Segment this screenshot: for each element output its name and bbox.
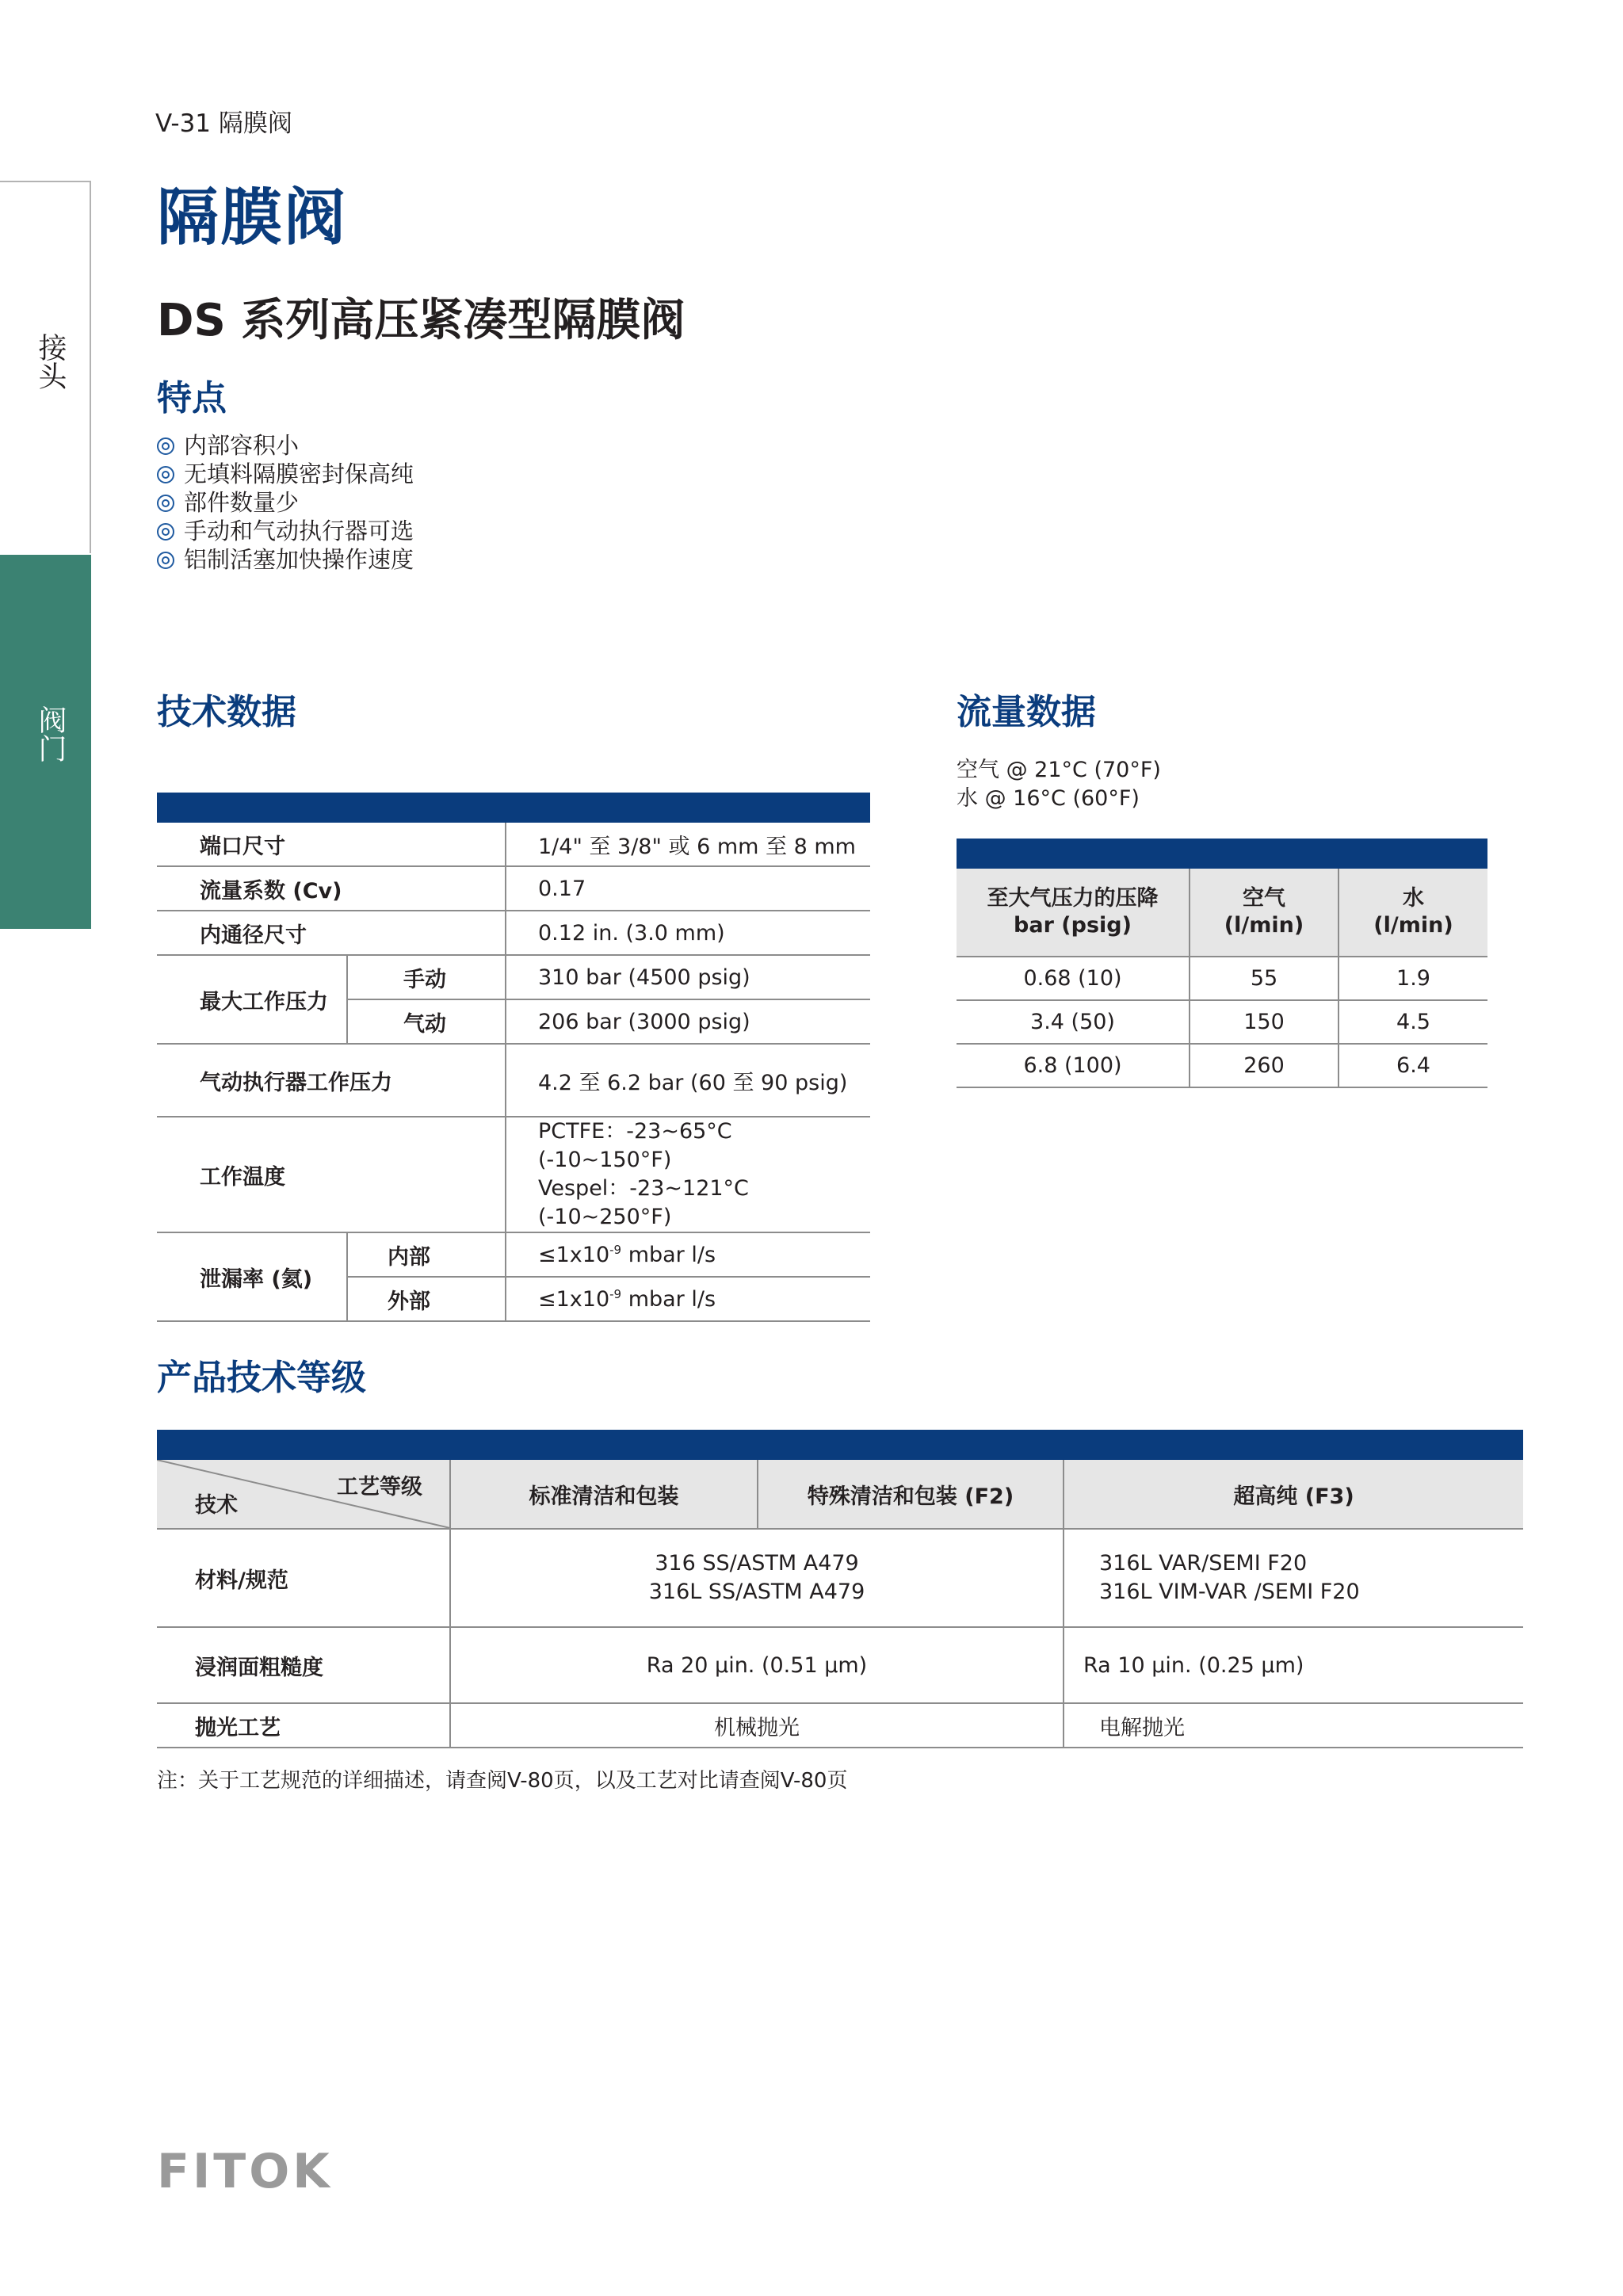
pneumatic-label: 气动 <box>347 999 506 1044</box>
f2-header: 特殊清洁和包装 (F2) <box>758 1460 1064 1529</box>
product-subtitle: DS 系列高压紧凑型隔膜阀 <box>157 295 685 346</box>
flow-table-container <box>957 839 1487 1088</box>
table-header-row <box>957 869 1487 957</box>
table-row <box>157 866 870 911</box>
flow-condition-water: 水 @ 16°C (60°F) <box>957 786 1140 811</box>
grade-heading: 产品技术等级 <box>157 1358 366 1398</box>
temp-label: 工作温度 <box>157 1117 506 1232</box>
features-heading: 特点 <box>157 378 227 418</box>
table-row <box>157 1627 1523 1703</box>
table-row <box>157 955 870 999</box>
features-list <box>157 431 414 574</box>
actuator-label: 气动执行器工作压力 <box>157 1044 506 1117</box>
cv-label: 流量系数 (Cv) <box>157 866 506 911</box>
water-header: 水 (l/min) <box>1338 869 1487 957</box>
page-title: 隔膜阀 <box>157 182 348 254</box>
actuator-value: 4.2 至 6.2 bar (60 至 90 psig) <box>506 1044 870 1117</box>
port-label: 端口尺寸 <box>157 823 506 866</box>
feature-item: 铝制活塞加快操作速度 <box>157 545 414 574</box>
corner-cell <box>157 1460 450 1529</box>
table-row <box>957 1044 1487 1087</box>
table-row <box>157 1703 1523 1748</box>
spec-heading: 技术数据 <box>157 692 296 732</box>
side-tab-fittings-label: 接头 <box>34 333 67 390</box>
bullet-icon <box>157 437 174 455</box>
material-std: 316 SS/ASTM A479 316L SS/ASTM A479 <box>450 1529 1064 1627</box>
side-tab-fittings[interactable] <box>0 181 91 553</box>
orifice-value: 0.12 in. (3.0 mm) <box>506 911 870 955</box>
bullet-icon <box>157 495 174 512</box>
pneumatic-value: 206 bar (3000 psig) <box>506 999 870 1044</box>
polish-f3: 电解抛光 <box>1064 1703 1523 1748</box>
air-cell: 260 <box>1190 1044 1338 1087</box>
flow-table-header-bar <box>957 839 1487 869</box>
page-reference: V-31 隔膜阀 <box>155 109 292 138</box>
dp-cell: 6.8 (100) <box>957 1044 1190 1087</box>
feature-item: 无填料隔膜密封保高纯 <box>157 460 414 488</box>
std-header: 标准清洁和包装 <box>450 1460 758 1529</box>
leak-label: 泄漏率 (氦) <box>157 1232 347 1321</box>
mwp-label: 最大工作压力 <box>157 955 347 1044</box>
water-cell: 4.5 <box>1338 1000 1487 1044</box>
table-row <box>957 1000 1487 1044</box>
grade-table-container <box>157 1430 1523 1748</box>
port-value: 1/4" 至 3/8" 或 6 mm 至 8 mm <box>506 823 870 866</box>
roughness-label: 浸润面粗糙度 <box>157 1627 450 1703</box>
manual-value: 310 bar (4500 psig) <box>506 955 870 999</box>
side-tab-valves[interactable] <box>0 555 91 929</box>
air-cell: 55 <box>1190 957 1338 1000</box>
cv-value: 0.17 <box>506 866 870 911</box>
inboard-value: $\le 1x10^{-9}$ mbar l/s <box>506 1232 870 1277</box>
table-row <box>157 1232 870 1277</box>
dp-cell: 0.68 (10) <box>957 957 1190 1000</box>
table-row <box>157 1117 870 1232</box>
feature-item: 手动和气动执行器可选 <box>157 517 414 545</box>
table-row <box>157 1044 870 1117</box>
roughness-f3: Ra 10 μin. (0.25 μm) <box>1064 1627 1523 1703</box>
flow-table <box>957 869 1487 1088</box>
outboard-value: $\le 1x10^{-9}$ mbar l/s <box>506 1277 870 1321</box>
bullet-icon <box>157 523 174 541</box>
dp-header: 至大气压力的压降 bar (psig) <box>957 869 1190 957</box>
temp-value: PCTFE：-23~65°C (-10~150°F) Vespel：-23~121°C (-10~250°F) <box>506 1117 870 1232</box>
footnote: 注：关于工艺规范的详细描述，请查阅V-80页，以及工艺对比请查阅V-80页 <box>157 1769 848 1793</box>
inboard-label: 内部 <box>347 1232 506 1277</box>
polish-std: 机械抛光 <box>450 1703 1064 1748</box>
corner-top-label: 工艺等级 <box>337 1475 422 1499</box>
table-row <box>157 911 870 955</box>
fitok-logo: FITOK <box>157 2144 333 2199</box>
manual-label: 手动 <box>347 955 506 999</box>
water-cell: 6.4 <box>1338 1044 1487 1087</box>
feature-item: 部件数量少 <box>157 488 414 517</box>
dp-cell: 3.4 (50) <box>957 1000 1190 1044</box>
orifice-label: 内通径尺寸 <box>157 911 506 955</box>
material-f3: 316L VAR/SEMI F20 316L VIM-VAR /SEMI F20 <box>1064 1529 1523 1627</box>
flow-heading: 流量数据 <box>957 692 1096 732</box>
flow-condition-air: 空气 @ 21°C (70°F) <box>957 758 1161 782</box>
flow-conditions <box>957 756 1161 813</box>
table-row <box>157 1529 1523 1627</box>
corner-bottom-label: 技术 <box>195 1493 238 1518</box>
outboard-label: 外部 <box>347 1277 506 1321</box>
roughness-std: Ra 20 μin. (0.51 μm) <box>450 1627 1064 1703</box>
spec-table-container <box>157 793 870 1322</box>
feature-item: 内部容积小 <box>157 431 414 460</box>
f3-header: 超高纯 (F3) <box>1064 1460 1523 1529</box>
side-tab-valves-label: 阀门 <box>34 705 67 762</box>
table-row <box>957 957 1487 1000</box>
bullet-icon <box>157 552 174 569</box>
table-header-row <box>157 1460 1523 1529</box>
material-label: 材料/规范 <box>157 1529 450 1627</box>
grade-table <box>157 1460 1523 1748</box>
table-row <box>157 823 870 866</box>
polish-label: 抛光工艺 <box>157 1703 450 1748</box>
air-cell: 150 <box>1190 1000 1338 1044</box>
grade-table-header-bar <box>157 1430 1523 1460</box>
bullet-icon <box>157 466 174 483</box>
spec-table-header-bar <box>157 793 870 823</box>
air-header: 空气 (l/min) <box>1190 869 1338 957</box>
spec-table <box>157 823 870 1322</box>
water-cell: 1.9 <box>1338 957 1487 1000</box>
